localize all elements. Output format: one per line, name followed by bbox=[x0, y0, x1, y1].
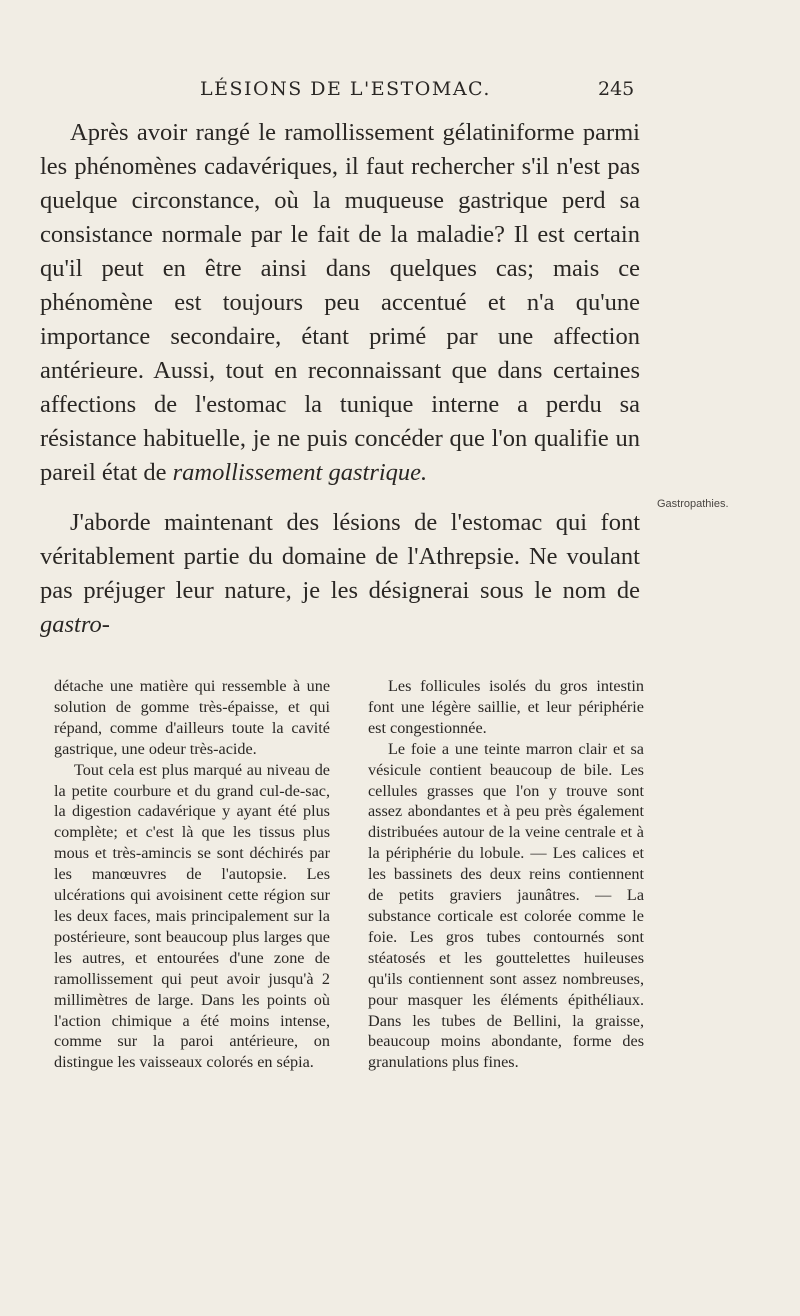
footnote-column-right bbox=[368, 676, 644, 1073]
paragraph-1 bbox=[40, 116, 640, 490]
footnote-left-paragraph-2: Tout cela est plus marqué au niveau de la petite courbure et du grand cul-de-sac, la digestion cadavérique y ayant été plus complète; et c'est là que les tissus plus mous et très-amincis se sont déchirés par les manœuvres de l'autopsie. Les ulcérations qui avoisinent cette région sur les deux faces, mais principalement sur la postérieure, sont beaucoup plus larges que les autres, et entourées d'une zone de ramollissement qui peut avoir jusqu'à 2 millimètres de large. Dans les points où l'action chimique a été moins intense, comme sur la paroi antérieure, on distingue les vaisseaux colorés en sépia. bbox=[54, 760, 330, 1072]
page-number: 245 bbox=[598, 78, 635, 100]
footnote-column-left bbox=[54, 676, 330, 1073]
paragraph-2-italic: gastro- bbox=[40, 611, 110, 638]
footnote-right-paragraph-2: Le foie a une teinte marron clair et sa vésicule contient beaucoup de bile. Les cellules grasses que l'on y trouve sont assez abondantes et à peu près également distribuées autour de la veine centrale et à la périphérie du lobule. — Les calices et les bassinets des deux reins contiennent de petits graviers jaunâtres. — La substance corticale est colorée comme le foie. Les gros tubes contournés sont stéatosés et les gouttelettes huileuses qu'ils contiennent sont assez nombreuses, pour masquer les éléments épithéliaux. Dans les tubes de Bellini, la graisse, beaucoup moins abondante, forme des granulations plus fines. bbox=[368, 739, 644, 1072]
footnote-left-paragraph-1: détache une matière qui ressemble à une solution de gomme très-épaisse, et qui répand, comme d'ailleurs toute la cavité gastrique, une odeur très-acide. bbox=[54, 677, 330, 758]
running-title: LÉSIONS DE L'ESTOMAC. bbox=[200, 78, 491, 100]
footnote-right-paragraph-1: Les follicules isolés du gros intestin font une légère saillie, et leur périphérie est congestionnée. bbox=[368, 677, 644, 737]
paragraph-2 bbox=[40, 506, 640, 642]
paragraph-1-text: Après avoir rangé le ramollissement gélatiniforme parmi les phénomènes cadavériques, il faut rechercher s'il n'est pas quelque circonstance, où la muqueuse gastrique perd sa consistance normale par le fait de la maladie? Il est certain qu'il peut en être ainsi dans quelques cas; mais ce phénomène est toujours peu accentué et n'a qu'une importance secondaire, étant primé par une affection antérieure. Aussi, tout en reconnaissant que dans certaines affections de l'estomac la tunique interne a perdu sa résistance habituelle, je ne puis concéder que l'on qualifie un pareil état de bbox=[40, 119, 640, 486]
margin-note: Gastropathies. bbox=[657, 498, 729, 510]
main-text bbox=[40, 116, 640, 642]
page-header bbox=[0, 78, 800, 108]
paragraph-1-italic: ramollissement gastrique. bbox=[172, 459, 428, 486]
paragraph-2-text: J'aborde maintenant des lésions de l'estomac qui font véritablement partie du domaine de l'Athrepsie. Ne voulant pas préjuger leur nature, je les désignerai sous le nom de bbox=[40, 509, 640, 604]
